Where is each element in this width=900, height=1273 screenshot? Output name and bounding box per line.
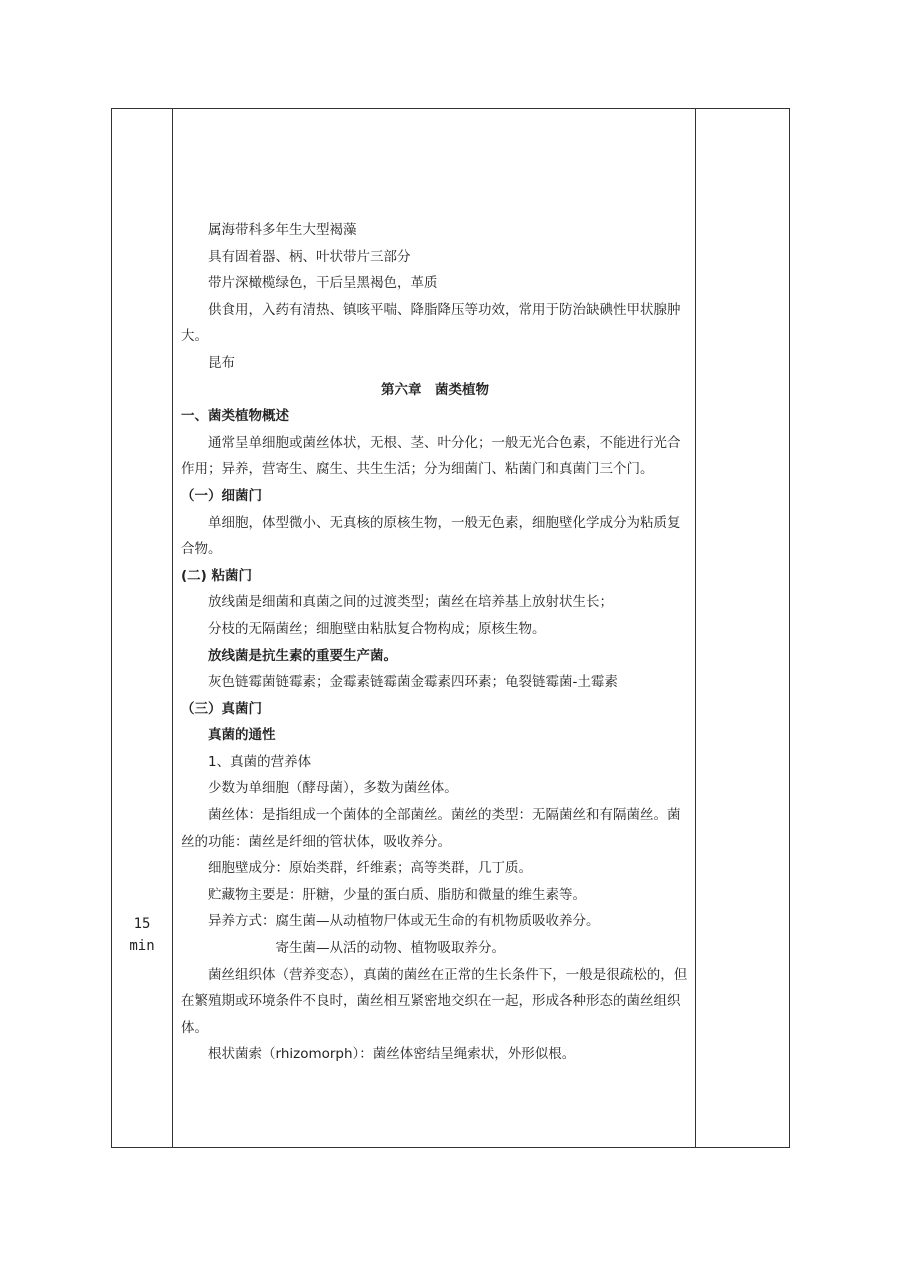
- time-value: 15: [133, 916, 151, 932]
- time-unit: min: [129, 938, 155, 954]
- myxo-heading: (二) 粘菌门: [181, 567, 253, 584]
- content-body: [173, 109, 695, 1068]
- fungi-line-1: 1、真菌的营养体: [208, 753, 312, 770]
- overview-text: 通常呈单细胞或菌丝体状，无根、茎、叶分化；一般无光合色素，不能进行光合作用；异养，营寄生、腐生、共生生活；分为细菌门、粘菌门和真菌门三个门。: [181, 434, 681, 478]
- fungi-line-5: 贮藏物主要是：肝糖，少量的蛋白质、脂肪和微量的维生素等。: [208, 886, 586, 903]
- fungi-line-2: 少数为单细胞（酵母菌），多数为菌丝体。: [208, 780, 458, 797]
- content-column: [173, 109, 696, 1148]
- fungi-line-9: 根状菌索（rhizomorph）：菌丝体密结呈绳索状，外形似根。: [208, 1046, 576, 1063]
- bacteria-heading: （一）细菌门: [181, 487, 262, 504]
- fungi-line-8: 菌丝组织体（营养变态），真菌的菌丝在正常的生长条件下，一般是很疏松的，但在繁殖期或环境条件不良时，菌丝相互紧密地交织在一起，形成各种形态的菌丝组织体。: [181, 966, 688, 1036]
- fungi-line-6: 异养方式：腐生菌—从动植物尸体或无生命的有机物质吸收养分。: [208, 913, 600, 930]
- notes-column: [696, 109, 790, 1148]
- fungi-line-7: 寄生菌—从活的动物、植物吸取养分。: [275, 940, 505, 957]
- kelp-line-3: 带片深橄榄绿色，干后呈黑褐色，革质: [208, 275, 438, 292]
- kelp-line-5: 昆布: [208, 354, 235, 371]
- kelp-line-4: 供食用，入药有清热、镇咳平喘、降脂降压等功效，常用于防治缺碘性甲状腺肿大。: [181, 301, 681, 345]
- fungi-line-3: 菌丝体：是指组成一个菌体的全部菌丝。菌丝的类型：无隔菌丝和有隔菌丝。菌丝的功能：菌丝是纤细的管状体，吸收养分。: [181, 807, 681, 850]
- time-column: [112, 109, 173, 1148]
- lesson-table: [111, 108, 790, 1148]
- kelp-line-1: 属海带科多年生大型褐藻: [208, 222, 357, 238]
- time-label: [112, 913, 172, 957]
- chapter-title: 第六章 菌类植物: [381, 381, 489, 398]
- kelp-line-2: 具有固着器、柄、叶状带片三部分: [208, 248, 411, 265]
- myxo-line-3: 放线菌是抗生素的重要生产菌。: [208, 647, 397, 664]
- fungi-heading: （三）真菌门: [181, 700, 262, 717]
- myxo-line-4: 灰色链霉菌链霉素；金霉素链霉菌金霉素四环素；龟裂链霉菌-土霉素: [208, 674, 618, 691]
- bacteria-text: 单细胞，体型微小、无真核的原核生物，一般无色素，细胞壁化学成分为粘质复合物。: [181, 514, 681, 558]
- myxo-line-2: 分枝的无隔菌丝；细胞壁由粘肽复合物构成；原核生物。: [208, 620, 546, 637]
- fungi-subheading: 真菌的通性: [208, 727, 276, 744]
- myxo-line-1: 放线菌是细菌和真菌之间的过渡类型；菌丝在培养基上放射状生长；: [208, 594, 613, 611]
- overview-heading: 一、菌类植物概述: [181, 408, 289, 425]
- fungi-line-4: 细胞壁成分：原始类群，纤维素；高等类群，几丁质。: [208, 860, 532, 877]
- table-row: [112, 109, 790, 1148]
